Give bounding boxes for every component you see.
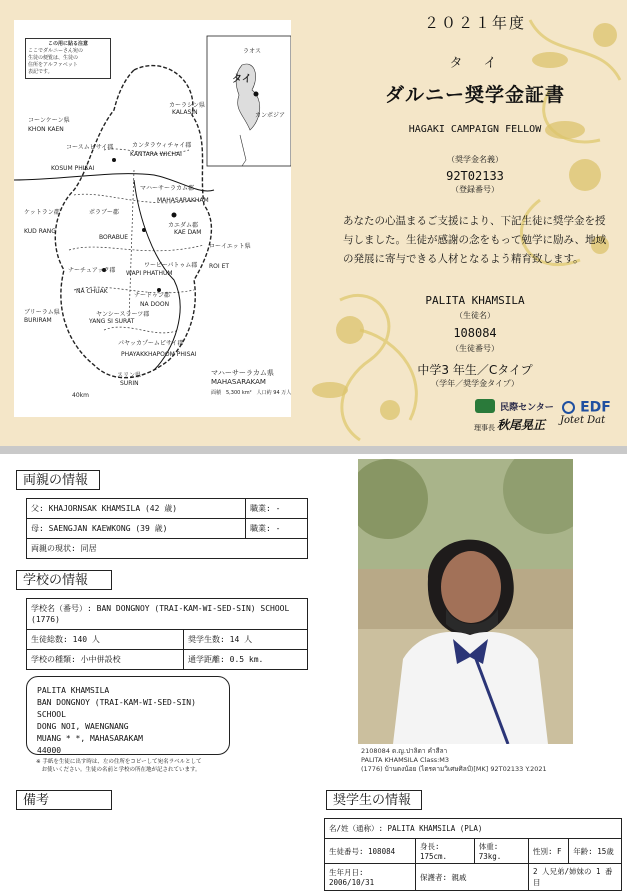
address-note-line: ※ 手紙を生徒に出す時は、左の住所をコピーして宛名ラベルとして	[36, 759, 202, 765]
address-note-line: お使いください。生徒の名前と学校の所在地が記されています。	[36, 767, 201, 773]
address-line: PALITA KHAMSILA	[37, 686, 110, 695]
scholar-table	[324, 818, 622, 891]
address-line: DONG NOI, WAENGNANG	[37, 722, 129, 731]
student-name-caption: （生徒名）	[455, 311, 495, 320]
map-label: マハーサーラカム郡	[140, 185, 194, 192]
map-label: ナードゥン郡	[134, 292, 170, 299]
globe-icon	[562, 401, 575, 414]
map-label-cambodia: カンボジア	[255, 112, 286, 119]
map-note-line: 生徒の便覧は、生徒の	[28, 55, 79, 61]
height-cell: 身長: 175cm.	[415, 839, 474, 864]
address-note	[36, 758, 202, 774]
address-line: 44000	[37, 746, 62, 755]
map-label: WAPI PHATHUM	[126, 270, 173, 277]
sex-cell: 性別: F	[528, 839, 568, 864]
map-label: パヤッカプームピサイ郡	[118, 340, 184, 347]
map-label: BORABUE	[99, 234, 129, 241]
map-label: ローイエット県	[209, 243, 251, 250]
address-label	[26, 676, 230, 755]
map-label: ケットラン郡	[24, 209, 60, 216]
edf-logo-text: EDF	[580, 399, 611, 416]
mother-cell: 母: SAENGJAN KAEWKONG (39 歳)	[27, 519, 246, 539]
school-table	[26, 598, 308, 670]
map-label: ROI ET	[209, 263, 230, 270]
donor-caption: （奨学金名義）	[447, 155, 503, 164]
message-line: 与しました。生徒が感謝の念をもって勉学に励み、地域	[343, 234, 607, 246]
map-label: NA DOON	[140, 301, 170, 308]
student-number-caption: （生徒番号）	[451, 344, 499, 353]
certificate-message	[343, 212, 613, 269]
map-label: KALASIN	[172, 109, 198, 116]
map-label: ナーチュアック郡	[68, 267, 116, 274]
message-line: あなたの心温まるご支援により、下記生徒に奨学金を授	[343, 215, 606, 227]
siblings-cell: 2 人兄弟/姉妹の 1 番目	[528, 864, 621, 891]
map-label: カンタラウィチャイ郡	[132, 142, 192, 149]
table-row	[27, 539, 308, 559]
student-name: PALITA KHAMSILA	[425, 294, 525, 307]
grade-type-caption: （学年／奨学金タイプ）	[431, 379, 519, 388]
guardian-cell: 保護者: 親戚	[415, 864, 528, 891]
map-label: ヤンシースラーツ郡	[96, 311, 150, 318]
table-row	[27, 599, 308, 630]
parents-table	[26, 498, 308, 559]
map-label: ワーピーパトゥム郡	[144, 262, 198, 269]
table-row	[325, 864, 622, 891]
edf-signature: Jotet Dat	[560, 415, 606, 426]
map-region-en: MAHASARAKAM	[211, 378, 266, 386]
org-logo-icon	[475, 399, 495, 413]
map-scale: 40km	[72, 392, 89, 399]
map-label: ボラブー郡	[89, 209, 119, 216]
map-label-laos: ラオス	[243, 48, 261, 55]
map-note-title: この用に貼る注意	[47, 41, 88, 47]
table-row	[27, 519, 308, 539]
certificate-title: ダルニー奨学金証書	[384, 84, 565, 106]
map-note-line: 表記です。	[28, 69, 53, 75]
map-label: KHON KAEN	[28, 126, 64, 133]
grade-type: 中学3 年生／Cタイプ	[417, 363, 533, 377]
age-cell: 年齢: 15歳	[569, 839, 622, 864]
student-number: 108084	[453, 326, 497, 340]
distance-cell: 通学距離: 0.5 km.	[184, 650, 308, 670]
scholar-heading: 奨学生の情報	[326, 790, 422, 810]
student-photo-image	[358, 459, 573, 744]
map-label: KAE DAM	[174, 229, 202, 236]
birthdate-cell: 生年月日: 2006/10/31	[325, 864, 416, 891]
map-stats: 面積 5,300 km² 人口約 94 万人	[211, 390, 292, 396]
map-label: SURIN	[120, 380, 139, 387]
map-label: カエダム郡	[168, 222, 199, 229]
map-note-box	[25, 38, 111, 79]
photo-caption	[361, 747, 547, 774]
map-label: コーンケーン県	[28, 117, 70, 124]
table-row	[325, 819, 622, 839]
photo-caption-line: (1776) บ้านดงน้อย (ไตรคามวิเศษศิลป์)[MK] 92T02133 Y.2021	[361, 765, 547, 773]
photo-caption-line: 2108084 ด.ญ.ปาลิตา คำสีลา	[361, 747, 448, 755]
address-line: MUANG * *, MAHASARAKAM	[37, 734, 143, 743]
edf-logo	[562, 397, 611, 416]
map-label: KOSUM PHISAI	[51, 165, 95, 172]
map-label: NA CHUAK	[76, 288, 108, 295]
map-label: KANTARA WICHAI	[130, 151, 182, 158]
father-cell: 父: KHAJORNSAK KHAMSILA (42 歳)	[27, 499, 246, 519]
table-row	[27, 499, 308, 519]
map-label: PHAYAKKHAPOOM PHISAI	[121, 351, 197, 358]
org-name: 民際センター	[500, 403, 554, 413]
certificate-campaign: HAGAKI CAMPAIGN FELLOW	[408, 124, 542, 135]
map-label: YANG SI SURAT	[89, 318, 135, 325]
certificate-country: タ イ	[449, 56, 501, 71]
director-label: 理事長	[474, 424, 495, 432]
map-note-line: ここでダルニーさん宛の	[28, 48, 84, 54]
map-region-jp: マハーサーラカム県	[211, 369, 274, 377]
address-line: BAN DONGNOY (TRAI-KAM-WI-SED-SIN) SCHOOL	[37, 698, 196, 719]
mother-job-cell: 職業: -	[246, 519, 308, 539]
map-label: BURIRAM	[24, 317, 52, 324]
school-name-cell: 学校名（番号）: BAN DONGNOY (TRAI-KAM-WI-SED-SIN) SCHOOL (1776)	[27, 599, 308, 630]
province-map	[14, 20, 291, 417]
map-label: KUD RANG	[24, 228, 56, 235]
registration-caption: （登録番号）	[451, 185, 499, 194]
table-row	[325, 839, 622, 864]
map-label: ブリーラム県	[24, 309, 60, 316]
student-photo	[358, 459, 573, 744]
student-no-cell: 生徒番号: 108084	[325, 839, 416, 864]
weight-cell: 体重: 73kg.	[474, 839, 528, 864]
map-label-thai: タイ	[232, 74, 252, 85]
map-note-line: 住所をアルファベット	[28, 62, 78, 68]
director-signature: 秋尾晃正	[497, 418, 546, 432]
photo-caption-line: PALITA KHAMSILA Class:M3	[361, 756, 450, 764]
school-heading: 学校の情報	[16, 570, 112, 590]
total-students-cell: 生徒総数: 140 人	[27, 630, 184, 650]
parents-status-cell: 両親の現状: 同居	[27, 539, 308, 559]
scholarship-students-cell: 奨学生数: 14 人	[184, 630, 308, 650]
certificate-year: ２０２１年度	[423, 14, 526, 32]
map-label: MAHASARAKHAM	[157, 197, 209, 204]
section-divider	[0, 446, 627, 454]
table-row	[27, 630, 308, 650]
map-label: コースムピサイ郡	[66, 144, 114, 151]
father-job-cell: 職業: -	[246, 499, 308, 519]
map-label: カーラシン県	[169, 102, 205, 109]
registration-number: 92T02133	[446, 169, 504, 183]
org-logo	[475, 395, 554, 414]
parents-heading: 両親の情報	[16, 470, 100, 490]
remarks-heading: 備考	[16, 790, 112, 810]
message-line: の発展に寄与できる人材となるよう精育致します。	[343, 253, 584, 265]
map-label: スリン県	[117, 372, 142, 379]
school-type-cell: 学校の種類: 小中併設校	[27, 650, 184, 670]
table-row	[27, 650, 308, 670]
scholar-name-cell: 名/姓（通称）: PALITA KHAMSILA (PLA)	[325, 819, 622, 839]
